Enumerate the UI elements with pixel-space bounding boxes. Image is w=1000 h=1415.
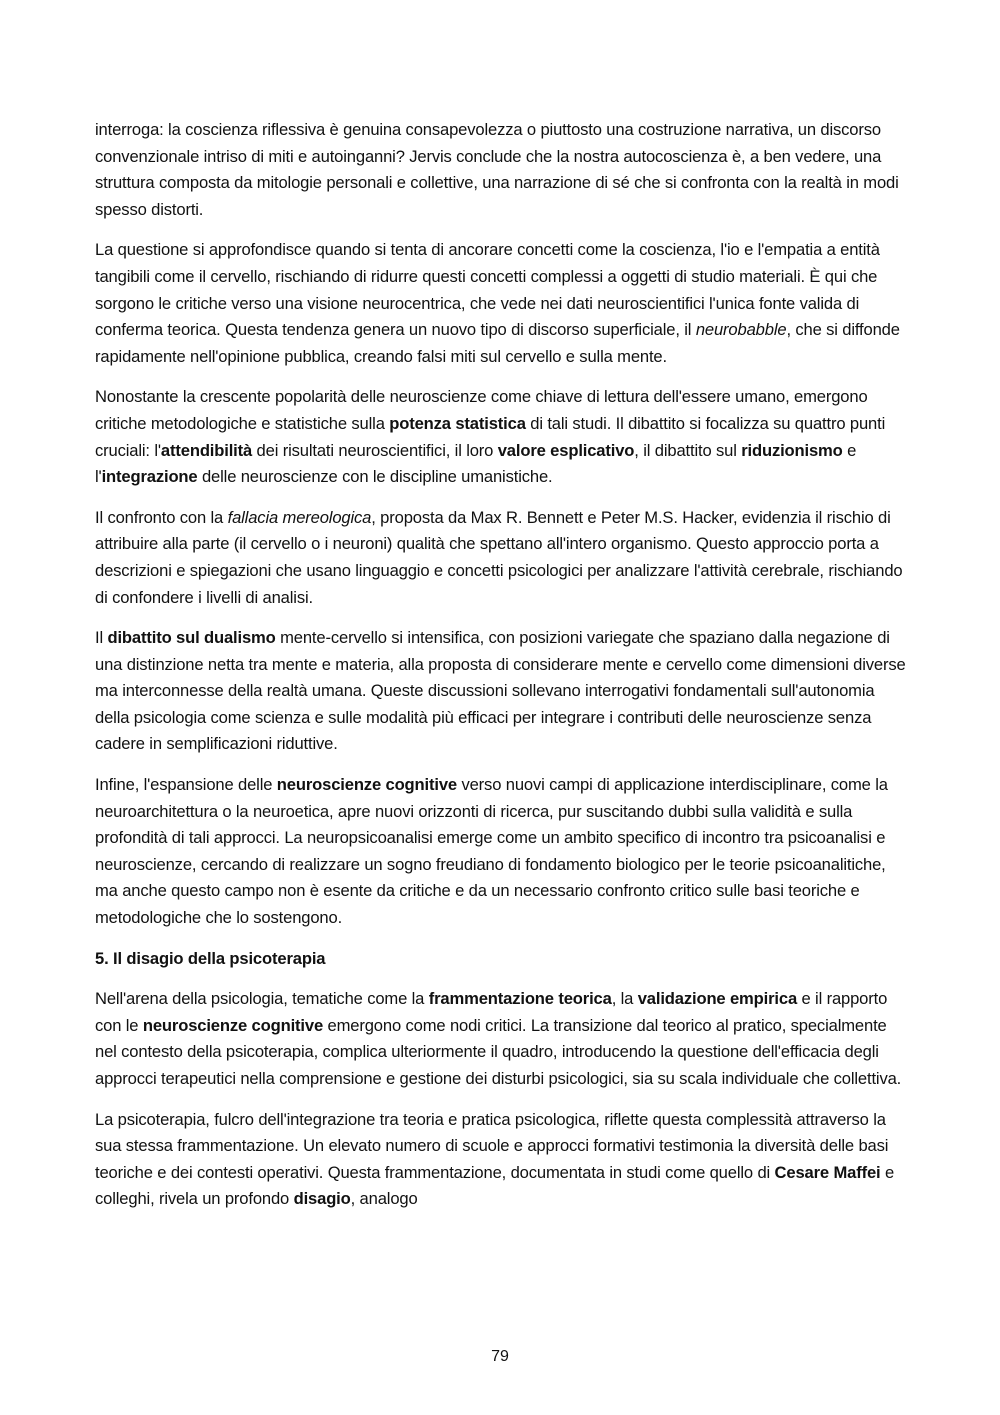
text-run: La psicoterapia, fulcro dell'integrazione tra teoria e pratica psicologica, riflette questa complessità attraverso la sua stessa frammentazione. Un elevato numero di scuole e approcci formativi testimonia la diversità delle basi teoriche e dei contesti operativi. Questa frammentazione, documentata in studi come quello di bbox=[95, 1109, 889, 1182]
text-run: e il rapporto con le bbox=[95, 989, 888, 1035]
section-paragraphs bbox=[95, 986, 910, 1213]
paragraph bbox=[95, 986, 910, 1092]
text-run: dei risultati neuroscientifici, il loro bbox=[252, 440, 498, 460]
text-run: Nell'arena della psicologia, tematiche come la bbox=[95, 989, 429, 1009]
bold-term: neuroscienze cognitive bbox=[142, 1015, 324, 1035]
text-run: mente-cervello si intensifica, con posizioni variegate che spaziano dalla negazione di una distinzione netta tra mente e materia, alla proposta di considerare mente e cervello come dimensioni diverse ma interconnesse della realtà umana. Queste discussioni sollevano interrogativi fondamentali sull'autonomia della psicologia come scienza e sulle modalità più efficaci per integrare i contributi delle neuroscienze senza cadere in semplificazioni riduttive. bbox=[95, 628, 906, 754]
bold-term: disagio bbox=[293, 1189, 351, 1209]
paragraph bbox=[95, 505, 910, 611]
paragraph bbox=[95, 237, 910, 370]
paragraph bbox=[95, 772, 910, 932]
text-run: emergono come nodi critici. La transizione dal teorico al pratico, specialmente nel contesto della psicoterapia, complica ulteriormente il quadro, introducendo la questione dell'efficacia degli approcci terapeutici nella comprensione e gestione dei disturbi psicologici, sia su scala individuale che collettiva. bbox=[95, 1015, 902, 1088]
text-run: interroga: la coscienza riflessiva è genuina consapevolezza o piuttosto una costruzione narrativa, un discorso convenzionale intriso di miti e autoinganni? Jervis conclude che la nostra autocoscienza è, a ben vedere, una struttura composta da mitologie personali e collettive, una narrazione di sé che si confronta con la realtà in modi spesso distorti. bbox=[95, 120, 899, 219]
page-number: 79 bbox=[491, 1348, 509, 1365]
text-run: Infine, l'espansione delle bbox=[95, 775, 277, 795]
text-run: , il dibattito sul bbox=[634, 440, 742, 460]
text-run: , la bbox=[611, 989, 638, 1009]
bold-term: attendibilità bbox=[160, 440, 253, 460]
bold-term: Cesare Maffei bbox=[774, 1162, 881, 1182]
bold-term: potenza statistica bbox=[389, 413, 526, 433]
bold-term: dibattito sul dualismo bbox=[107, 628, 276, 648]
bold-term: integrazione bbox=[101, 467, 198, 487]
bold-term: riduzionismo bbox=[741, 440, 843, 460]
text-run: Il confronto con la bbox=[95, 507, 228, 527]
bold-term: frammentazione teorica bbox=[428, 989, 612, 1009]
paragraph bbox=[95, 625, 910, 758]
document-page bbox=[95, 117, 910, 1227]
paragraph bbox=[95, 384, 910, 490]
bold-term: validazione empirica bbox=[637, 989, 798, 1009]
section-heading: 5. Il disagio della psicoterapia bbox=[95, 948, 326, 968]
text-run: Nonostante la crescente popolarità delle neuroscienze come chiave di lettura dell'essere umano, emergono critiche metodologiche e statistiche sulla bbox=[95, 387, 868, 433]
italic-term: neurobabble bbox=[695, 320, 787, 340]
text-run: Il bbox=[95, 628, 108, 648]
text-run: di tali studi. Il dibattito si focalizza su quattro punti cruciali: l' bbox=[95, 413, 886, 460]
text-run: , analogo bbox=[350, 1189, 418, 1209]
text-run: e l' bbox=[95, 440, 857, 487]
paragraph bbox=[95, 117, 910, 223]
text-run: e colleghi, rivela un profondo bbox=[95, 1162, 895, 1209]
bold-term: neuroscienze cognitive bbox=[276, 775, 457, 795]
bold-term: valore esplicativo bbox=[497, 440, 635, 460]
paragraph bbox=[95, 1107, 910, 1213]
text-run: , proposta da Max R. Bennett e Peter M.S. Hacker, evidenzia il rischio di attribuire alla parte (il cervello o i neuroni) qualità che spettano all'intero organismo. Questo approccio porta a descrizioni e spiegazioni che usano linguaggio e concetti psicologici per analizzare l'attività cerebrale, rischiando di confondere i livelli di analisi. bbox=[95, 507, 903, 607]
italic-term: fallacia mereologica bbox=[227, 507, 372, 527]
text-run: verso nuovi campi di applicazione interdisciplinare, come la neuroarchitettura o la neuroetica, apre nuovi orizzonti di ricerca, pur suscitando dubbi sulla validità e sulla profondità di tali approcci. La neuropsicoanalisi emerge come un ambito specifico di incontro tra psicoanalisi e neuroscienze, cercando di realizzare un sogno freudiano di fondamento biologico per le teorie psicoanalitiche, ma anche questo campo non è esente da critiche e da un necessario confronto critico sulle basi teoriche e metodologiche che lo sostengono. bbox=[95, 775, 888, 928]
text-run: La questione si approfondisce quando si tenta di ancorare concetti come la coscienza, l'io e l'empatia a entità tangibili come il cervello, rischiando di ridurre questi concetti complessi a oggetti di studio materiali. È qui che sorgono le critiche verso una visione neurocentrica, che vede nei dati neuroscientifici l'unica fonte valida di conferma teorica. Questa tendenza genera un nuovo tipo di discorso superficiale, il bbox=[95, 240, 880, 340]
intro-paragraphs bbox=[95, 117, 910, 932]
text-run: delle neuroscienze con le discipline umanistiche. bbox=[197, 467, 553, 487]
text-run: , che si diffonde rapidamente nell'opinione pubblica, creando falsi miti sul cervello e sulla mente. bbox=[95, 320, 900, 366]
